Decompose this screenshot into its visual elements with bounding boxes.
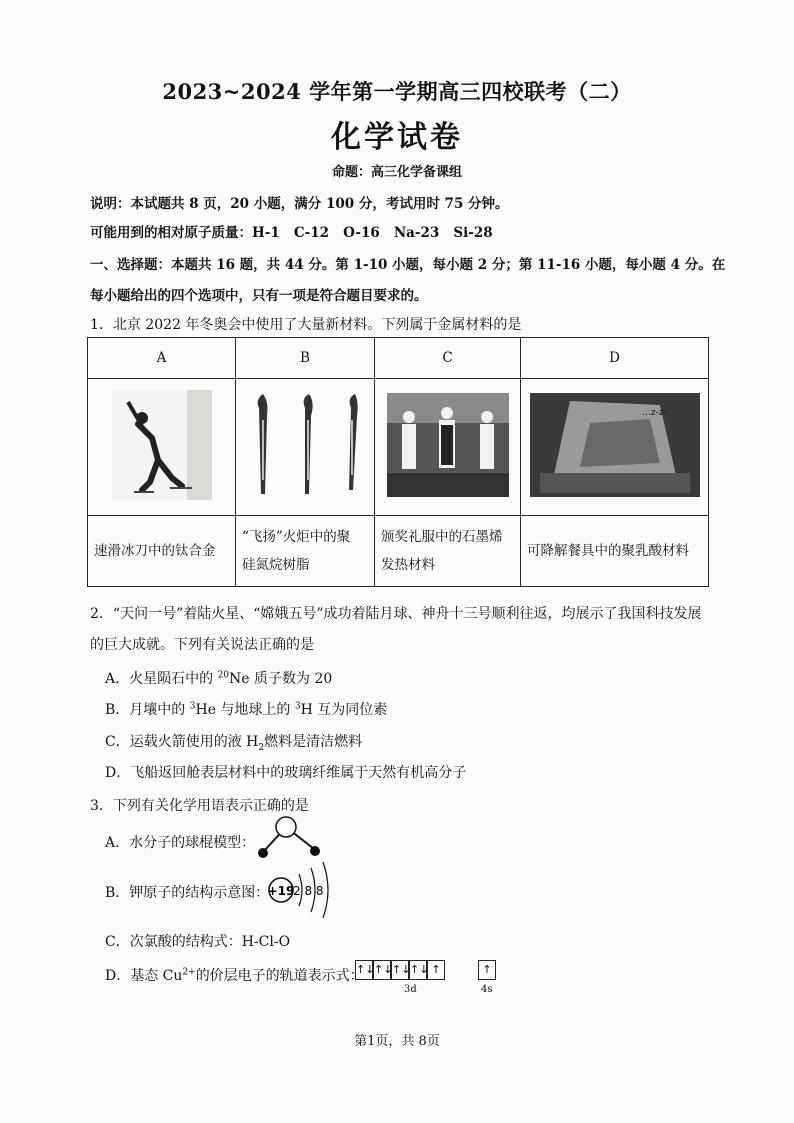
q1-stem: 1．北京 2022 年冬奥会中使用了大量新材料。下列属于金属材料的是 <box>90 317 522 333</box>
atomic-masses <box>90 221 493 241</box>
orbital-box: ↑ <box>427 960 445 980</box>
caption-c-line1: 颁奖礼服中的石墨烯 <box>381 529 503 545</box>
question-setter: 命题：高三化学备课组 <box>331 165 462 180</box>
table-caption-row <box>88 516 709 587</box>
q3-stem: 3．下列有关化学用语表示正确的是 <box>90 798 309 814</box>
table-header-row <box>88 338 709 379</box>
orbital-box: ↑↓ <box>391 960 409 980</box>
section1-line2: 每小题给出的四个选项中，只有一项是符合题目要求的。 <box>90 288 428 304</box>
exam-title: 2023~2024 学年第一学期高三四校联考（二） <box>162 79 632 104</box>
q3-option-b: B．钾原子的结构示意图： <box>105 885 270 901</box>
potassium-structure-diagram <box>265 860 365 922</box>
orbital-box: ↑↓ <box>355 960 373 980</box>
atomic-masses-values: H-1 C-12 O-16 Na-23 Si-28 <box>252 225 493 241</box>
atomic-masses-label: 可能用到的相对原子质量： <box>90 225 252 241</box>
page-footer: 第1页，共 8页 <box>354 1034 440 1049</box>
caption-c <box>375 516 521 587</box>
caption-a: 速滑冰刀中的钛合金 <box>88 516 236 587</box>
caption-b-line2: 硅氮烷树脂 <box>242 557 310 573</box>
q2-b-sup2: 3 <box>294 701 301 712</box>
orbital-box: ↑↓ <box>409 960 427 980</box>
q2-c-sub: 2 <box>258 742 265 753</box>
q3-option-d <box>105 965 364 985</box>
q2-a-sup: 20 <box>217 670 230 681</box>
q2-option-b <box>105 699 387 719</box>
orbital-4s <box>478 960 496 980</box>
q2-a-text2: Ne 质子数为 20 <box>229 671 333 687</box>
nucleus-charge: +19 <box>267 884 295 898</box>
q2-b-text2: He 与地球上的 <box>195 702 295 718</box>
instructions: 说明：本试题共 8 页，20 小题，满分 100 分，考试用时 75 分钟。 <box>90 196 509 212</box>
section1-line1: 一、选择题：本题共 16 题，共 44 分。第 1-10 小题，每小题 2 分；第 11-16 小题，每小题 4 分。在 <box>90 257 726 273</box>
q3-d-text1: D．基态 Cu <box>105 968 183 984</box>
q2-b-sup1: 3 <box>189 701 196 712</box>
orbital-3d <box>355 960 445 980</box>
header-d: D <box>521 338 709 379</box>
q3-d-sup: 2+ <box>182 967 196 978</box>
q2-option-a <box>105 668 332 688</box>
orbital-box: ↑↓ <box>373 960 391 980</box>
q2-a-text1: A．火星陨石中的 <box>105 671 218 687</box>
caption-d: 可降解餐具中的聚乳酸材料 <box>521 516 709 587</box>
water-ball-stick-model <box>252 815 328 863</box>
electron-shell-counts: 2 8 8 <box>293 884 324 898</box>
caption-c-line2: 发热材料 <box>381 557 435 573</box>
q3-d-text2: 的价层电子的轨道表示式： <box>195 968 364 984</box>
q1-options-table <box>87 337 709 587</box>
photo-a-skater <box>88 379 236 516</box>
q2-stem-line1: 2．“天问一号”着陆火星、“嫦娥五号”成功着陆月球、神舟十三号顺利往返，均展示了我国科技发展 <box>90 606 702 622</box>
photo-d-tableware <box>521 379 709 516</box>
subject-title: 化学试卷 <box>331 120 463 155</box>
q2-stem-line2: 的巨大成就。下列有关说法正确的是 <box>90 637 314 653</box>
header-c: C <box>375 338 521 379</box>
q2-c-text2: 燃料是清洁燃料 <box>264 734 363 750</box>
q2-option-c <box>105 731 362 753</box>
q2-b-text1: B．月壤中的 <box>105 702 190 718</box>
q3-option-c: C．次氯酸的结构式：H-Cl-O <box>105 934 291 950</box>
photo-c-ceremony-dresses <box>375 379 521 516</box>
q2-option-d: D．飞船返回舱表层材料中的玻璃纤维属于天然有机高分子 <box>105 765 467 781</box>
photo-d-print: …z-z- <box>641 408 667 418</box>
header-a: A <box>88 338 236 379</box>
q2-c-text1: C．运载火箭使用的液 H <box>105 734 259 750</box>
label-4s: 4s <box>481 984 493 995</box>
caption-b <box>236 516 375 587</box>
caption-b-line1: “飞扬”火炬中的聚 <box>242 529 351 545</box>
photo-b-torches <box>236 379 375 516</box>
header-b: B <box>236 338 375 379</box>
table-image-row <box>88 379 709 516</box>
label-3d: 3d <box>404 984 417 995</box>
q3-option-a: A．水分子的球棍模型： <box>105 835 256 851</box>
orbital-box: ↑ <box>478 960 496 980</box>
q2-b-text3: H 互为同位素 <box>300 702 388 718</box>
